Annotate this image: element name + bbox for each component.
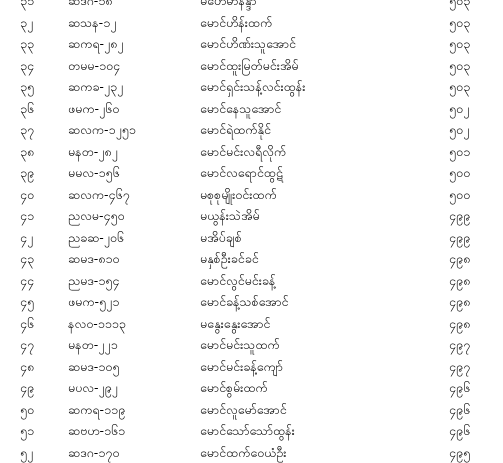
total-marks: ၄၉၈ — [449, 248, 470, 270]
rank-number: ၅၀ — [20, 399, 34, 421]
rank-number: ၅၂ — [20, 442, 33, 463]
student-name: မောင်မင်းလရီလိုက် — [200, 141, 286, 163]
list-row — [0, 313, 503, 335]
student-name: မောင်သော်သော်ထွန်း — [200, 420, 295, 442]
roll-number: ညမဒ-၁၅၄ — [68, 270, 119, 292]
list-row — [0, 141, 503, 163]
total-marks: ၄၉၉ — [449, 205, 470, 227]
rank-number: ၅၁ — [20, 420, 34, 442]
student-name: မောင်စွမ်းထက် — [200, 377, 268, 399]
rank-number: ၄၈ — [20, 356, 34, 378]
roll-number: နလဝ-၁၁၁၃ — [68, 313, 126, 335]
student-name: မောင်ခန့်သစ်အောင် — [200, 291, 288, 313]
rank-number: ၄၆ — [20, 313, 34, 335]
total-marks: ၅၀၃ — [449, 76, 470, 98]
student-name: မနှစ်ဦးခင်ခင် — [200, 248, 259, 270]
student-name: မအိပ်ချစ် — [200, 227, 242, 249]
list-row — [0, 442, 503, 463]
student-name: မောင်ရှင်းသန့်လင်းထွန်း — [200, 76, 305, 98]
rank-number: ၃၁ — [20, 0, 34, 12]
rank-number: ၄၉ — [20, 377, 34, 399]
roll-number: ဆဒဂ-၁၇၀ — [68, 442, 119, 463]
roll-number: ဆကရ-၁၁၉ — [68, 399, 125, 421]
list-row — [0, 76, 503, 98]
list-row — [0, 420, 503, 442]
list-row — [0, 248, 503, 270]
roll-number: ဆလက-၄၆၇ — [68, 184, 130, 206]
total-marks: ၄၉၇ — [449, 334, 470, 356]
student-name: မောင်မင်းသူထက် — [200, 334, 280, 356]
total-marks: ၅၀၃ — [449, 55, 470, 77]
rank-number: ၄၁ — [20, 205, 34, 227]
rank-number: ၃၆ — [20, 98, 34, 120]
total-marks: ၅၀၀ — [449, 184, 470, 206]
rank-number: ၄၄ — [20, 270, 34, 292]
total-marks: ၅၀၃ — [449, 0, 470, 12]
total-marks: ၄၉၈ — [449, 270, 470, 292]
student-name: မောင်မင်းခန့်ကျော် — [200, 356, 283, 378]
roll-number: ဆကခ-၂၃၂ — [68, 76, 123, 98]
rank-number: ၄၀ — [20, 184, 34, 206]
student-name: မစုစုမျိုးဝင်းထက် — [200, 184, 277, 206]
student-name: မောင်နေသူအောင် — [200, 98, 281, 120]
list-row — [0, 184, 503, 206]
list-row — [0, 162, 503, 184]
roll-number: ဆမဒ-၁၀၅ — [68, 356, 119, 378]
rank-number: ၄၅ — [20, 291, 34, 313]
roll-number: ဖမက-၅၂၁ — [68, 291, 119, 313]
total-marks: ၅၀၀ — [449, 162, 470, 184]
total-marks: ၅၀၃ — [449, 33, 470, 55]
rank-number: ၄၃ — [20, 248, 34, 270]
total-marks: ၄၉၈ — [449, 291, 470, 313]
rank-number: ၃၈ — [20, 141, 34, 163]
list-row — [0, 227, 503, 249]
student-name: မောင်လူမော်အောင် — [200, 399, 287, 421]
list-row — [0, 33, 503, 55]
student-name: မောင်ဟိဏ်းသူအောင် — [200, 33, 296, 55]
rank-number: ၃၉ — [20, 162, 34, 184]
total-marks: ၄၉၆ — [449, 399, 470, 421]
total-marks: ၄၉၈ — [449, 313, 470, 335]
student-name: မောင်လွင်မင်းခန့် — [200, 270, 275, 292]
roll-number: မပလ-၂၉၂ — [68, 377, 118, 399]
student-name: မဟေမာနန္ဒာ — [200, 0, 257, 12]
roll-number: ညခဆ-၂၀၆ — [68, 227, 124, 249]
list-row — [0, 356, 503, 378]
rank-number: ၃၅ — [20, 76, 34, 98]
roll-number: ဆဗဟ-၁၆၁ — [68, 420, 125, 442]
list-row — [0, 377, 503, 399]
list-row — [0, 291, 503, 313]
rank-number: ၄၂ — [20, 227, 33, 249]
roll-number: မနတ-၂၂၁ — [68, 334, 118, 356]
rank-number: ၃၇ — [20, 119, 34, 141]
roll-number: မမလ-၁၅၆ — [68, 162, 120, 184]
total-marks: ၄၉၆ — [449, 377, 470, 399]
total-marks: ၅၀၂ — [449, 98, 469, 120]
roll-number: ဆကရ-၂၈၂ — [68, 33, 123, 55]
list-row — [0, 0, 503, 12]
student-name: မောင်ဟိန်းထက် — [200, 12, 272, 34]
roll-number: တမမ-၁၀၄ — [68, 55, 120, 77]
total-marks: ၅၀၂ — [449, 119, 469, 141]
total-marks: ၅၀၃ — [449, 12, 470, 34]
roll-number: ဆဒဂ-၁၈ — [68, 0, 112, 12]
list-row — [0, 12, 503, 34]
total-marks: ၄၉၇ — [449, 356, 470, 378]
student-name: မောင်လရောင်ထွဋ် — [200, 162, 283, 184]
roll-number: မနတ-၂၈၂ — [68, 141, 118, 163]
rank-number: ၃၂ — [20, 12, 33, 34]
total-marks: ၄၉၉ — [449, 227, 470, 249]
list-row — [0, 334, 503, 356]
list-row — [0, 270, 503, 292]
roll-number: ညလမ-၄၅၀ — [68, 205, 125, 227]
rank-number: ၃၄ — [20, 55, 34, 77]
list-row — [0, 399, 503, 421]
list-row — [0, 55, 503, 77]
roll-number: ဆသန-၁၂ — [68, 12, 116, 34]
student-name: မယွန်းသဲအိမ် — [200, 205, 260, 227]
list-row — [0, 119, 503, 141]
total-marks: ၄၉၅ — [449, 442, 470, 463]
roll-number: ဆလက-၁၂၅၁ — [68, 119, 136, 141]
student-name: မောင်ထူးမြတ်မင်းအိမ် — [200, 55, 299, 77]
student-name: မောင်ရဲထက်နိုင် — [200, 119, 271, 141]
roll-number: ဆမဒ-၈၁၀ — [68, 248, 119, 270]
list-row — [0, 98, 503, 120]
student-name: မနွေးနွေးအောင် — [200, 313, 270, 335]
rank-number: ၃၃ — [20, 33, 34, 55]
rank-number: ၄၇ — [20, 334, 34, 356]
list-row — [0, 205, 503, 227]
student-name: မောင်ထက်ဝေယံဦး — [200, 442, 286, 463]
total-marks: ၅၀၁ — [449, 141, 470, 163]
total-marks: ၄၉၆ — [449, 420, 470, 442]
roll-number: ဖမက-၂၆၀ — [68, 98, 119, 120]
